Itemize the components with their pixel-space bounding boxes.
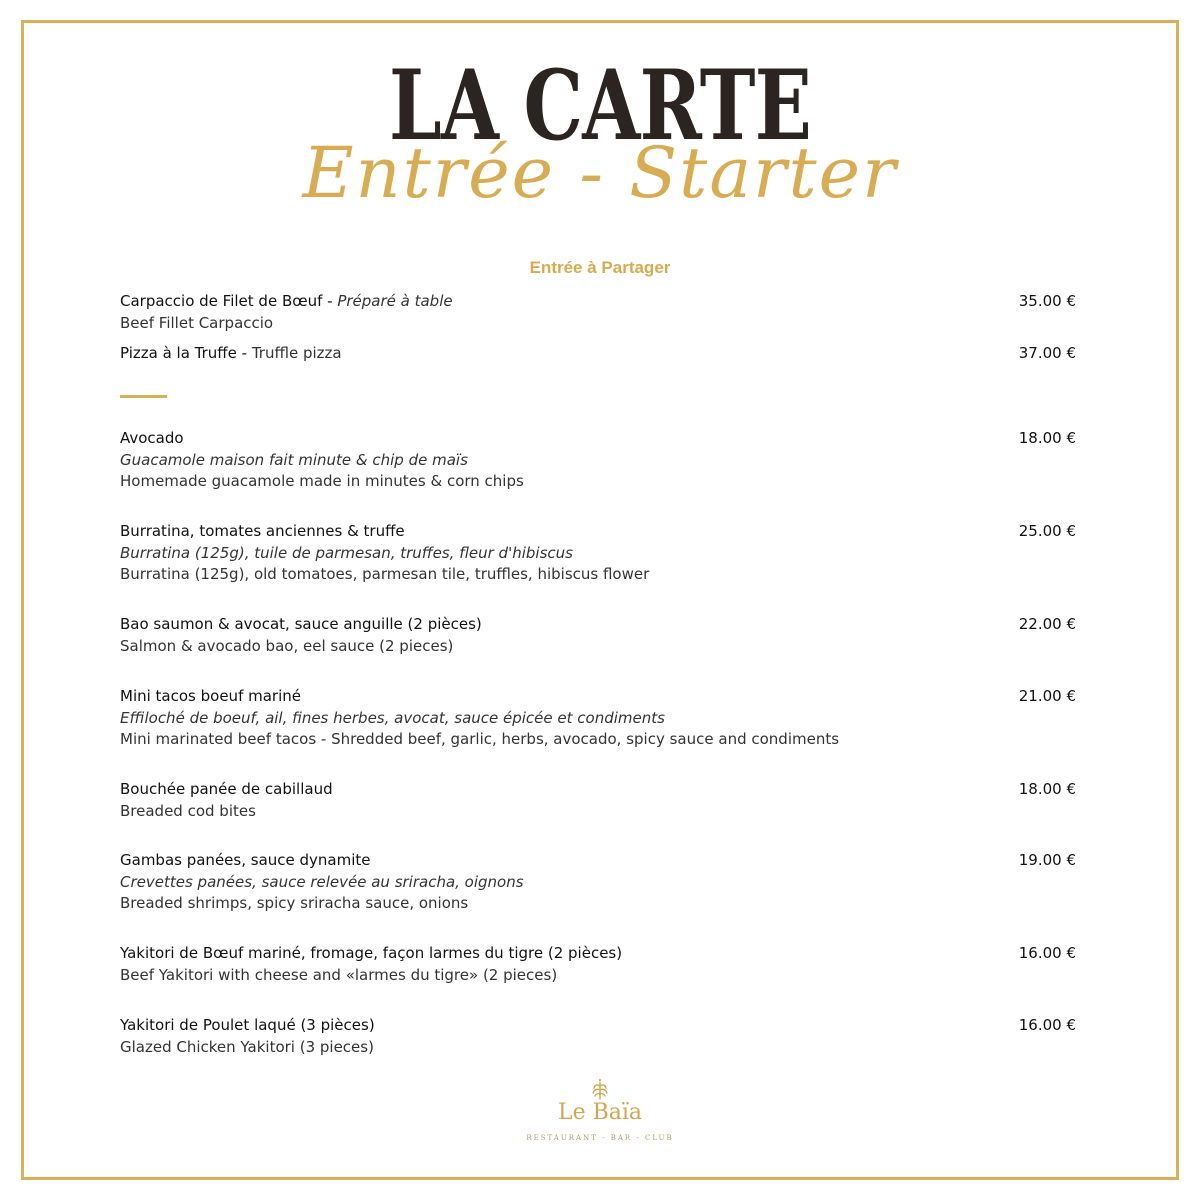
palm-leaf-icon [589, 1078, 611, 1100]
item-name: Bao saumon & avocat, sauce anguille (2 pièces) [120, 615, 482, 633]
menu-item-yakitori-boeuf [120, 943, 1076, 986]
item-price: 16.00 € [1018, 944, 1076, 962]
menu-item-yakitori-poulet [120, 1015, 1076, 1058]
item-french: Crevettes panées, sauce relevée au sriracha, oignons [120, 872, 524, 891]
item-name: Pizza à la Truffe - Truffle pizza [120, 344, 342, 362]
page-subtitle: Entrée - Starter [302, 132, 898, 214]
logo-tagline: RESTAURANT - BAR - CLUB [526, 1134, 674, 1142]
page-title: LA CARTE [389, 49, 811, 162]
item-price: 21.00 € [1018, 687, 1076, 705]
item-name: Avocado [120, 429, 184, 447]
item-price: 19.00 € [1018, 851, 1076, 869]
menu-item-carpaccio [120, 291, 1076, 334]
item-english: Breaded cod bites [120, 801, 256, 820]
item-english: Beef Fillet Carpaccio [120, 313, 274, 332]
item-english: Homemade guacamole made in minutes & corn chips [120, 472, 524, 490]
menu-item-gambas [120, 850, 1076, 915]
item-english: Glazed Chicken Yakitori (3 pieces) [120, 1037, 374, 1056]
item-english: Salmon & avocado bao, eel sauce (2 pieces) [120, 636, 454, 655]
section-title: Entrée à Partager [529, 258, 671, 277]
menu-item-pizza-truffe [120, 343, 1076, 365]
item-price: 18.00 € [1018, 429, 1076, 447]
menu-item-burratina [120, 521, 1076, 586]
item-english: Truffle pizza [251, 344, 342, 362]
item-price: 37.00 € [1018, 344, 1076, 362]
restaurant-logo [0, 1078, 1200, 1142]
item-french: Burratina (125g), tuile de parmesan, truffes, fleur d'hibiscus [120, 543, 573, 562]
item-name: Yakitori de Poulet laqué (3 pièces) [120, 1016, 375, 1034]
menu-item-bouchee-cabillaud [120, 779, 1076, 822]
item-english: Breaded shrimps, spicy sriracha sauce, onions [120, 894, 469, 912]
item-name: Mini tacos boeuf mariné [120, 687, 301, 705]
section-divider [120, 395, 167, 398]
item-english: Burratina (125g), old tomatoes, parmesan tile, truffles, hibiscus flower [120, 565, 650, 583]
menu-item-mini-tacos [120, 686, 1076, 751]
item-french: Guacamole maison fait minute & chip de maïs [120, 450, 468, 469]
menu-item-bao [120, 614, 1076, 657]
logo-name: Le Baïa [557, 1100, 643, 1125]
item-price: 18.00 € [1018, 780, 1076, 798]
item-price: 25.00 € [1018, 522, 1076, 540]
menu-item-avocado [120, 428, 1076, 493]
item-name: Yakitori de Bœuf mariné, fromage, façon larmes du tigre (2 pièces) [120, 944, 623, 962]
item-note: Préparé à table [337, 292, 453, 310]
item-english: Beef Yakitori with cheese and «larmes du tigre» (2 pieces) [120, 965, 558, 984]
item-french: Effiloché de boeuf, ail, fines herbes, avocat, sauce épicée et condiments [120, 708, 665, 727]
item-name: Carpaccio de Filet de Bœuf - Préparé à table [120, 292, 453, 310]
item-name: Gambas panées, sauce dynamite [120, 851, 371, 869]
item-price: 16.00 € [1018, 1016, 1076, 1034]
item-english: Mini marinated beef tacos - Shredded beef, garlic, herbs, avocado, spicy sauce and condiments [120, 730, 840, 748]
item-name: Bouchée panée de cabillaud [120, 780, 333, 798]
item-price: 35.00 € [1018, 292, 1076, 310]
item-price: 22.00 € [1018, 615, 1076, 633]
item-name: Burratina, tomates anciennes & truffe [120, 522, 405, 540]
